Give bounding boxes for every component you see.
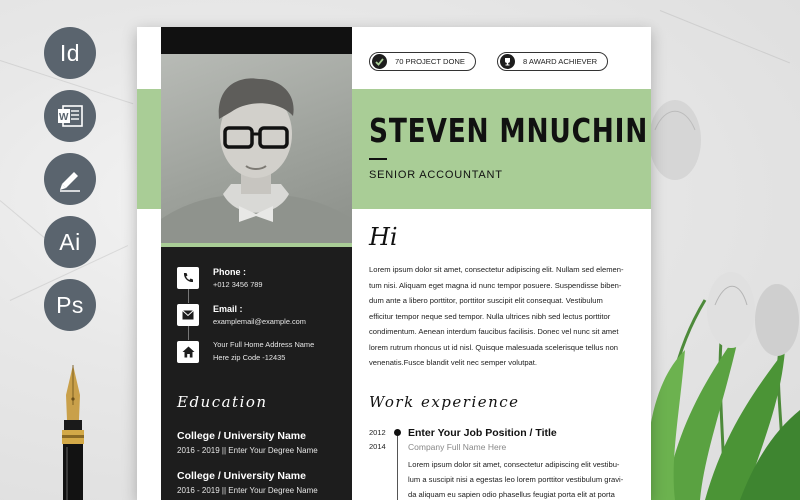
contact-connector xyxy=(188,289,189,303)
work-desc-line: da aliquam eu sapien odio phasellus feugiat porta elit at porta xyxy=(408,490,615,499)
marble-vein xyxy=(0,200,46,239)
photoshop-icon: Ps xyxy=(44,279,96,331)
intro-line: dum ante a libero porttitor, porttitor suscipit elit consequat. Vestibulum xyxy=(369,296,603,305)
awards-stat-chip xyxy=(497,52,608,71)
phone-label: Phone : xyxy=(213,267,246,277)
intro-paragraph xyxy=(369,262,631,371)
marble-vein xyxy=(660,10,790,63)
intro-line: condimentum. Aenean interdum faucibus facilisis. Donec vel nunc sit amet xyxy=(369,327,619,336)
education-heading: Education xyxy=(177,393,268,411)
education-item-title: College / University Name xyxy=(177,470,306,482)
email-icon xyxy=(177,304,199,326)
work-desc-line: Lorem ipsum dolor sit amet, consectetur adipiscing elit vestibu- xyxy=(408,460,620,469)
timeline-dot xyxy=(394,429,401,436)
work-heading: Work experience xyxy=(369,393,520,411)
education-item-title: College / University Name xyxy=(177,430,306,442)
education-item-detail: 2016 - 2019 || Enter Your Degree Name xyxy=(177,486,318,495)
intro-line: efficitur tempor neque sed tempor. Nulla ultrices nibh sed lectus porttitor xyxy=(369,311,611,321)
work-desc-line: lum a suscipit nisi a egestas leo lorem porttitor vestibulum gravi- xyxy=(408,475,624,484)
app-badges xyxy=(44,27,96,342)
greeting-heading: Hi xyxy=(369,223,398,251)
address-line-2: Here zip Code -12435 xyxy=(213,353,286,362)
candidate-title: SENIOR ACCOUNTANT xyxy=(369,169,503,181)
profile-photo xyxy=(161,54,352,243)
projects-stat-chip xyxy=(369,52,476,71)
phone-value: +012 3456 789 xyxy=(213,280,263,289)
resume-page xyxy=(137,27,651,500)
tulips-image xyxy=(645,100,800,500)
work-year-end: 2014 xyxy=(369,442,386,451)
candidate-name: STEVEN MNUCHIN xyxy=(369,111,649,150)
fountain-pen-image xyxy=(58,365,88,500)
email-label: Email : xyxy=(213,304,243,314)
svg-text:W: W xyxy=(59,112,69,123)
work-position: Enter Your Job Position / Title xyxy=(408,427,557,439)
work-year-start: 2012 xyxy=(369,428,386,437)
work-description xyxy=(408,457,630,500)
name-underline xyxy=(369,158,387,160)
timeline-line xyxy=(397,434,398,500)
contact-connector xyxy=(188,326,189,340)
check-icon xyxy=(372,54,387,69)
intro-line: Lorem ipsum dolor sit amet, consectetur adipiscing elit. Nullam sed elemen- xyxy=(369,265,624,274)
trophy-icon xyxy=(500,54,515,69)
awards-stat-label: 8 AWARD ACHIEVER xyxy=(523,57,598,66)
intro-line: tum nisi. Aliquam eget magna id nunc tempor posuere. Suspendisse biben- xyxy=(369,280,622,290)
projects-stat-label: 70 PROJECT DONE xyxy=(395,57,465,66)
illustrator-icon: Ai xyxy=(44,216,96,268)
email-value: examplemail@example.com xyxy=(213,317,306,326)
home-icon xyxy=(177,341,199,363)
phone-icon xyxy=(177,267,199,289)
intro-line: lorem rutrum rhoncus ut id nisl. Quisque malesuada scelerisque tellus non xyxy=(369,342,619,352)
word-icon xyxy=(44,90,96,142)
address-line-1: Your Full Home Address Name xyxy=(213,340,315,349)
photo-accent-stripe xyxy=(161,243,352,247)
pen-tool-icon xyxy=(44,153,96,205)
work-company: Company Full Name Here xyxy=(408,442,507,452)
indesign-icon: Id xyxy=(44,27,96,79)
education-item-detail: 2016 - 2019 || Enter Your Degree Name xyxy=(177,446,318,455)
sidebar-top xyxy=(161,27,352,54)
intro-line: venenatis.Fusce blandit velit nec semper volutpat. xyxy=(369,358,537,367)
